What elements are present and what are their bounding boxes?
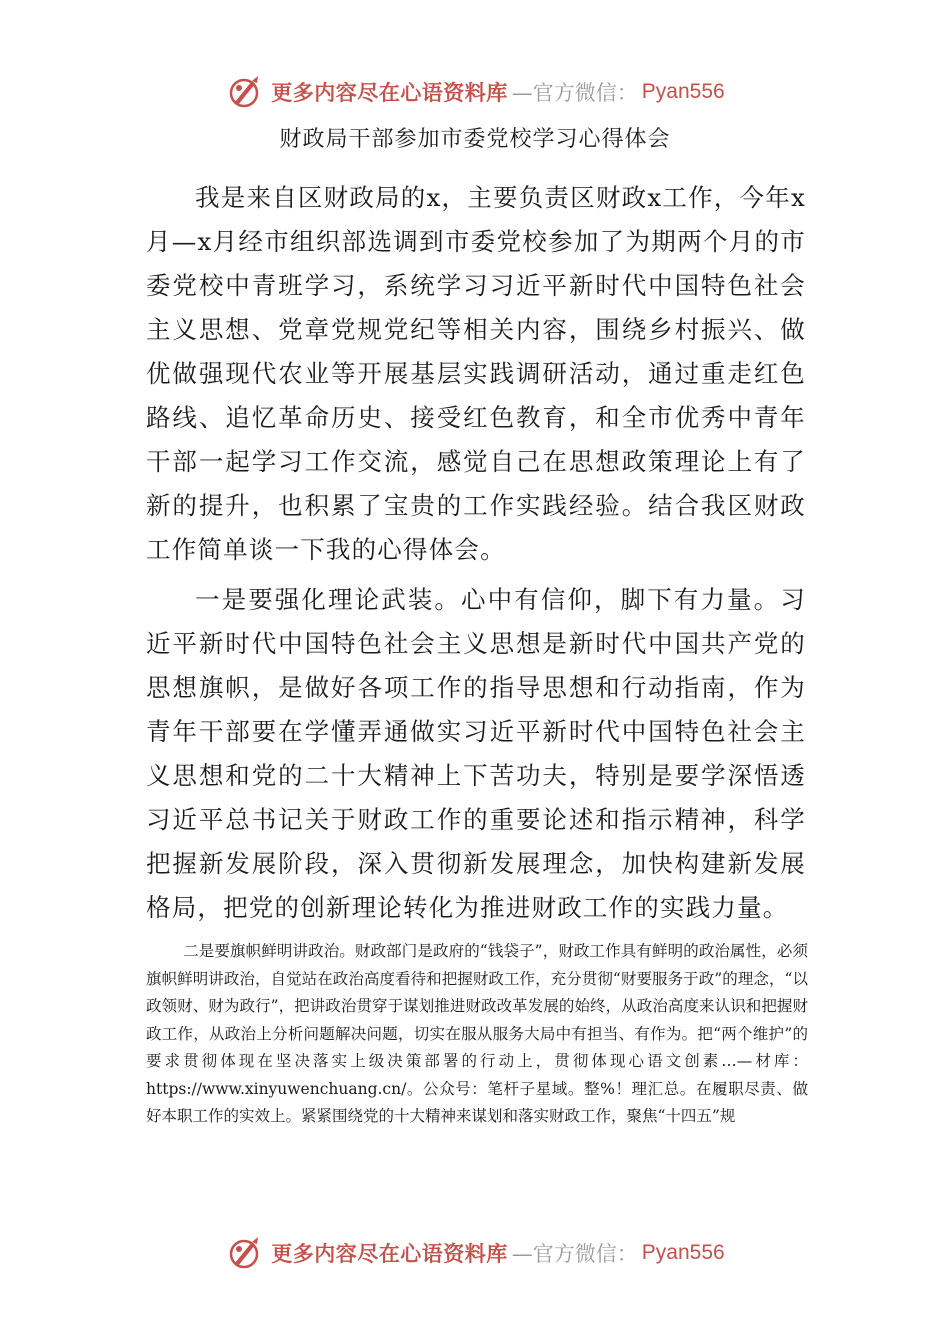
banner-brand-text: 更多内容尽在心语资料库 <box>271 81 508 105</box>
banner-wechat-id: Pyan556 <box>641 1241 725 1264</box>
document-title: 财政局干部参加市委党校学习心得体会 <box>279 127 671 152</box>
brand-logo-icon <box>225 1233 265 1273</box>
banner-wechat-label: —官方微信： <box>511 1242 638 1266</box>
paragraph-theory: 一是要强化理论武装。心中有信仰，脚下有力量。习近平新时代中国特色社会主义思想是新时代中国共产党的思想旗帜，是做好各项工作的指导思想和行动指南，作为青年干部要在学懂弄通做实习近平新时代中国特色社会主义思想和党的二十大精神上下苦功夫，特别是要学深悟透习近平总书记关于财政工作的重要论述和指示精神，科学把握新发展阶段，深入贯彻新发展理念，加快构建新发展格局，把党的创新理论转化为推进财政工作的实践力量。 <box>146 585 806 922</box>
paragraph-intro: 我是来自区财政局的x，主要负责区财政x工作，今年x月—x月经市组织部选调到市委党校参加了为期两个月的市委党校中青班学习，系统学习习近平新时代中国特色社会主义思想、党章党规党纪等相关内容，围绕乡村振兴、做优做强现代农业等开展基层实践调研活动，通过重走红色路线、追忆革命历史、接受红色教育，和全市优秀中青年干部一起学习工作交流，感觉自己在思想政策理论上有了新的提升，也积累了宝贵的工作实践经验。结合我区财政工作简单谈一下我的心得体会。 <box>146 183 806 564</box>
footer-watermark-banner <box>0 1233 950 1273</box>
banner-wechat-id: Pyan556 <box>641 80 725 103</box>
brand-logo-icon <box>225 72 265 112</box>
banner-wechat-label: —官方微信： <box>511 81 638 105</box>
banner-brand-text: 更多内容尽在心语资料库 <box>271 1242 508 1266</box>
header-watermark-banner <box>0 72 950 112</box>
paragraph-politics: 二是要旗帜鲜明讲政治。财政部门是政府的“钱袋子”，财政工作具有鲜明的政治属性，必须旗帜鲜明讲政治，自觉站在政治高度看待和把握财政工作，充分贯彻“财要服务于政”的理念，“以政领财、财为政行”，把讲政治贯穿于谋划推进财政改革发展的始终，从政治高度来认识和把握财政工作，从政治上分析问题解决问题，切实在服从服务大局中有担当、有作为。把“两个维护”的要求贯彻体现在坚决落实上级决策部署的行动上，贯彻体现心语文创素…—材库：https://www.xinyuwenchuang.cn/。公众号：笔杆子星域。整%！理汇总。在履职尽责、做好本职工作的实效上。紧紧围绕党的十大精神来谋划和落实财政工作，聚焦“十四五”规 <box>146 942 808 1125</box>
